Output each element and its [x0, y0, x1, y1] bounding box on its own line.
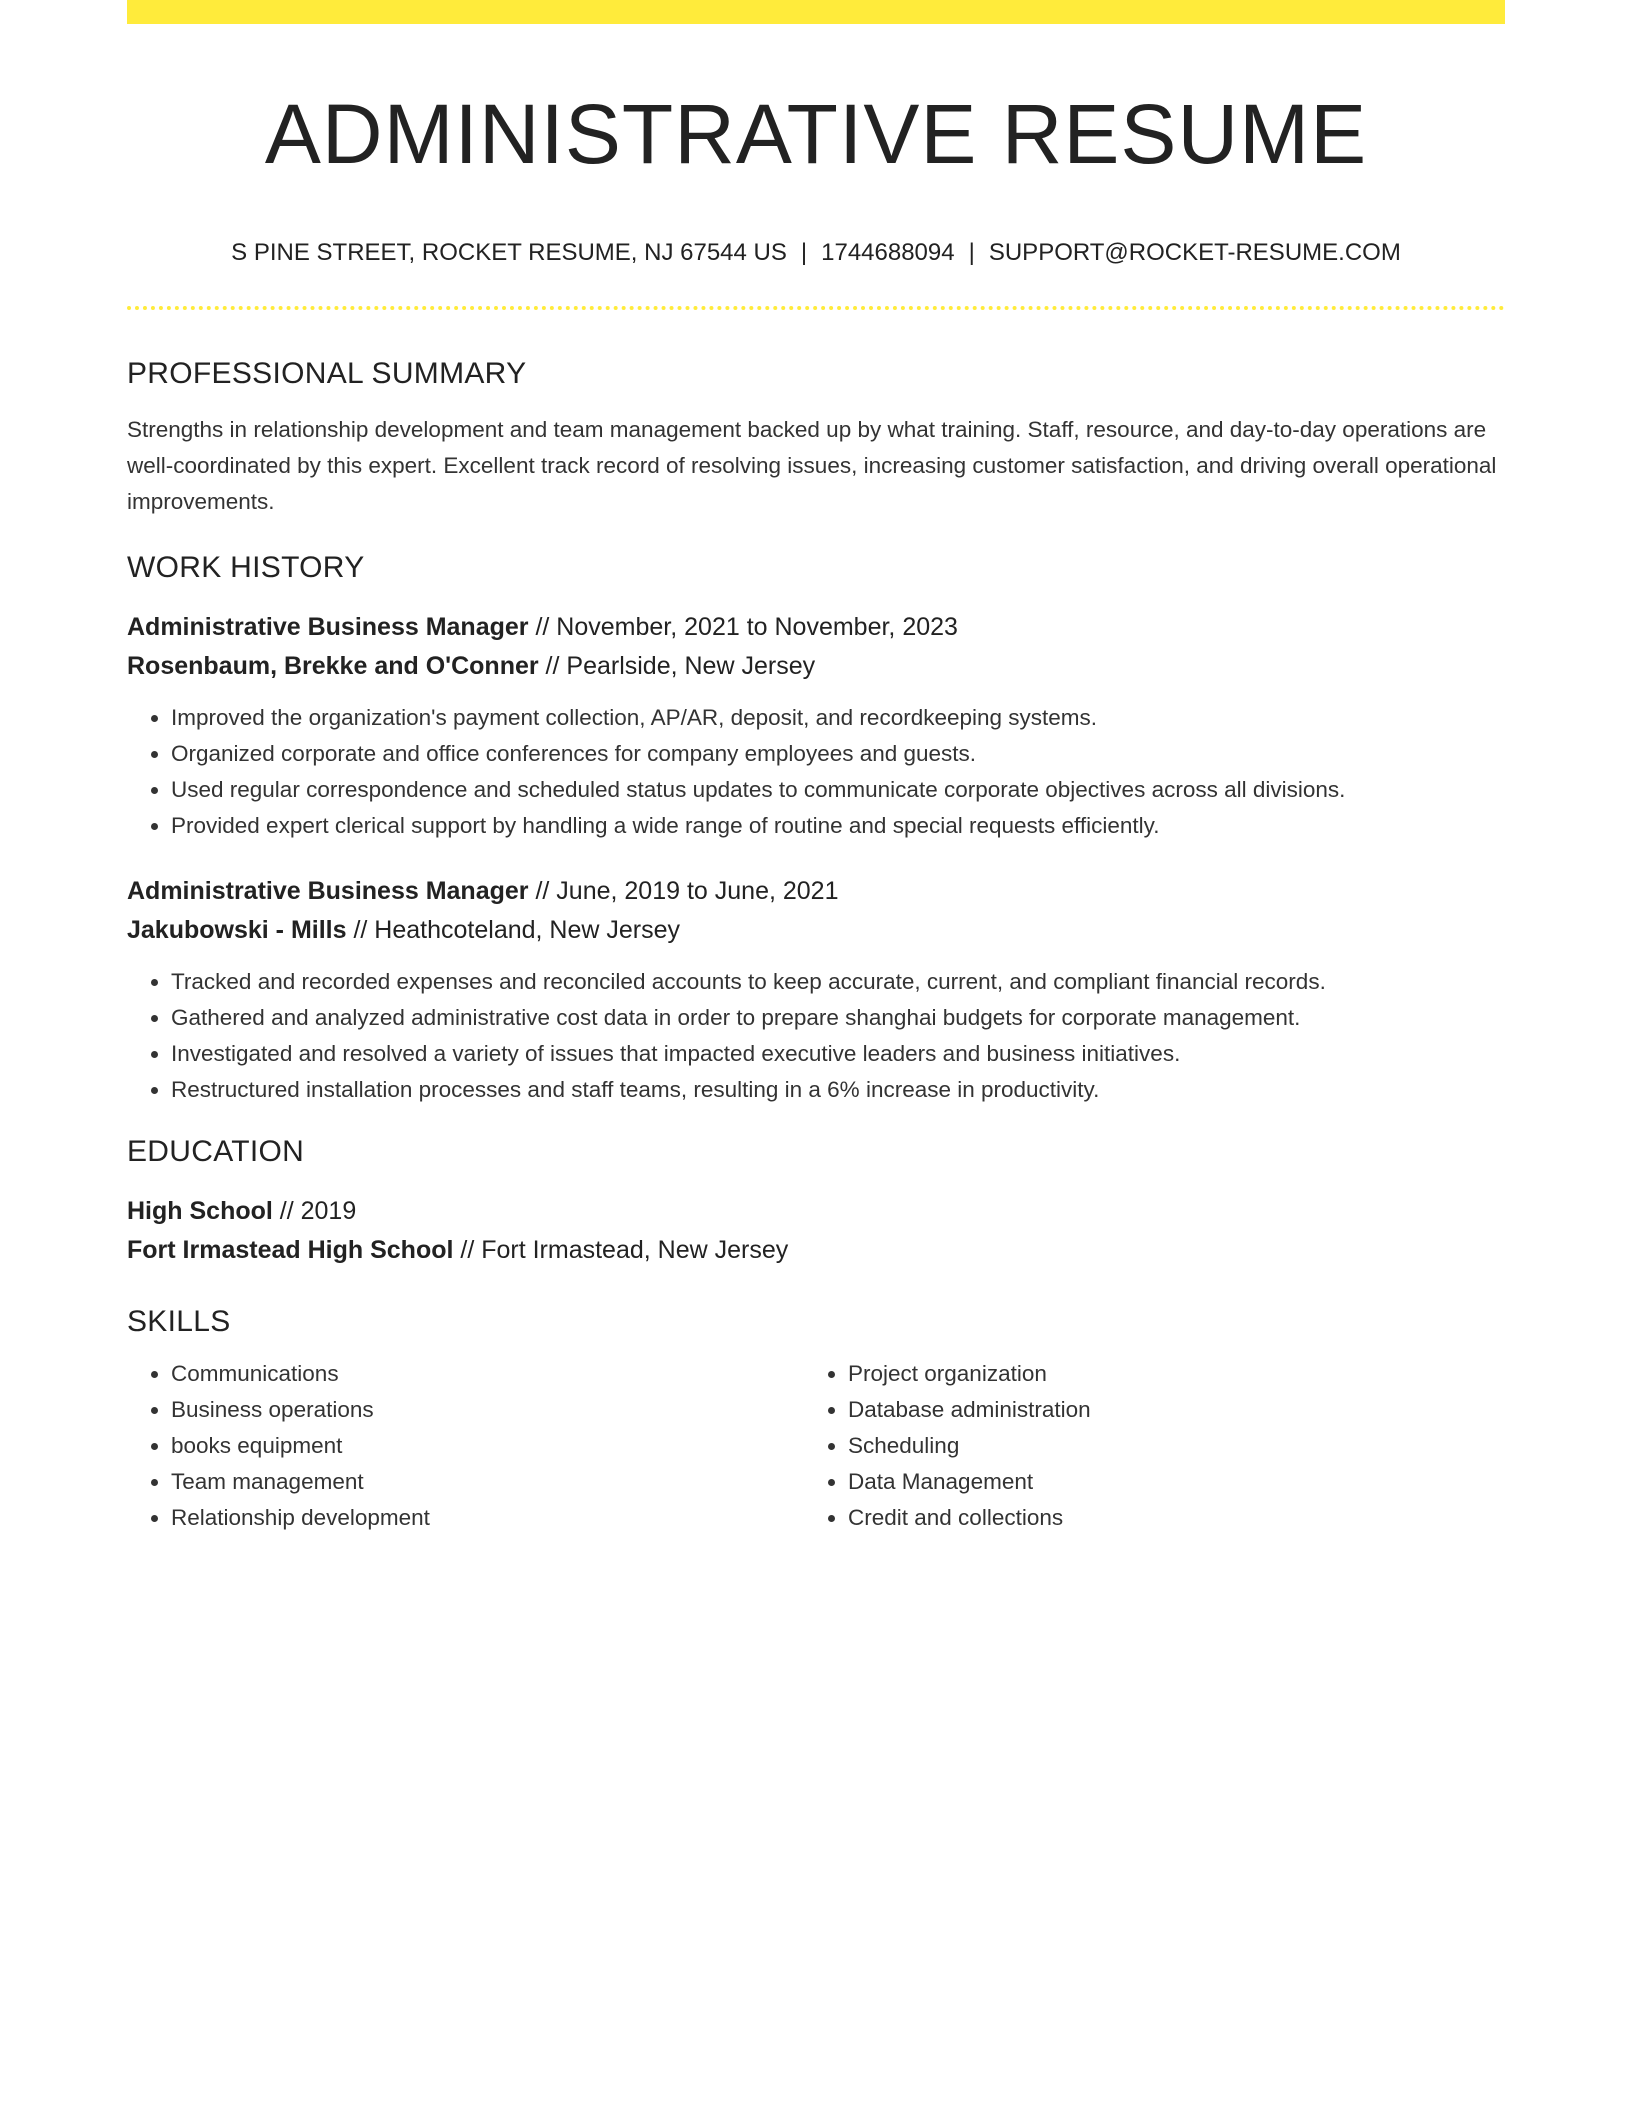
job-role: Administrative Business Manager: [127, 876, 529, 905]
job-company: Rosenbaum, Brekke and O'Conner: [127, 651, 539, 680]
list-item: • Provided expert clerical support by handling a wide range of routine and special requests efficiently.: [171, 808, 1505, 844]
contact-separator: |: [968, 238, 975, 266]
list-item: • Communications: [171, 1356, 804, 1392]
education-school-line: [127, 1231, 1505, 1270]
education-entry: [127, 1192, 1505, 1270]
job-company-line: [127, 647, 1505, 686]
resume-page: [127, 0, 1505, 1536]
skills-list-left: [127, 1356, 804, 1536]
list-item: • Used regular correspondence and scheduled status updates to communicate corporate objectives across all divisions.: [171, 772, 1505, 808]
job-location: // Heathcoteland, New Jersey: [346, 915, 681, 944]
skills-heading: SKILLS: [127, 1304, 231, 1338]
dotted-divider: [127, 306, 1505, 310]
summary-heading: PROFESSIONAL SUMMARY: [127, 356, 527, 390]
job-entry: [127, 872, 1505, 1108]
list-item: • Organized corporate and office conferences for company employees and guests.: [171, 736, 1505, 772]
job-duties-list: [127, 700, 1505, 844]
list-item: • Credit and collections: [848, 1500, 1481, 1536]
list-item: • Scheduling: [848, 1428, 1481, 1464]
list-item: • Team management: [171, 1464, 804, 1500]
list-item: • Restructured installation processes and staff teams, resulting in a 6% increase in productivity.: [171, 1072, 1505, 1108]
accent-bar: [127, 0, 1505, 24]
list-item: • Relationship development: [171, 1500, 804, 1536]
list-item: • Project organization: [848, 1356, 1481, 1392]
job-duties-list: [127, 964, 1505, 1108]
list-item: • Tracked and recorded expenses and reconciled accounts to keep accurate, current, and compliant financial records.: [171, 964, 1505, 1000]
skills-list-right: [804, 1356, 1481, 1536]
education-degree-line: [127, 1192, 1505, 1231]
list-item: • books equipment: [171, 1428, 804, 1464]
education-school: Fort Irmastead High School: [127, 1235, 454, 1264]
education-degree: High School: [127, 1196, 273, 1225]
contact-address: S PINE STREET, ROCKET RESUME, NJ 67544 US: [231, 238, 787, 266]
job-company-line: [127, 911, 1505, 950]
job-role-line: [127, 872, 1505, 911]
list-item: • Data Management: [848, 1464, 1481, 1500]
contact-email[interactable]: SUPPORT@ROCKET-RESUME.COM: [988, 238, 1401, 266]
list-item: • Database administration: [848, 1392, 1481, 1428]
contact-phone: 1744688094: [821, 238, 955, 266]
job-dates: // November, 2021 to November, 2023: [528, 612, 958, 641]
list-item: • Improved the organization's payment collection, AP/AR, deposit, and recordkeeping systems.: [171, 700, 1505, 736]
skills-columns: [127, 1356, 1505, 1536]
work-history-heading: WORK HISTORY: [127, 550, 365, 584]
list-item: • Business operations: [171, 1392, 804, 1428]
job-entry: [127, 608, 1505, 844]
job-company: Jakubowski - Mills: [127, 915, 347, 944]
resume-title: ADMINISTRATIVE RESUME: [264, 87, 1368, 181]
list-item: • Investigated and resolved a variety of issues that impacted executive leaders and business initiatives.: [171, 1036, 1505, 1072]
contact-separator: |: [800, 238, 808, 266]
job-role-line: [127, 608, 1505, 647]
job-role: Administrative Business Manager: [127, 612, 529, 641]
contact-line: [127, 237, 1505, 268]
job-location: // Pearlside, New Jersey: [538, 651, 816, 680]
list-item: • Gathered and analyzed administrative cost data in order to prepare shanghai budgets for corporate management.: [171, 1000, 1505, 1036]
education-year: // 2019: [272, 1196, 357, 1225]
job-dates: // June, 2019 to June, 2021: [528, 876, 839, 905]
education-heading: EDUCATION: [127, 1134, 305, 1168]
education-location: // Fort Irmastead, New Jersey: [453, 1235, 789, 1264]
summary-text: Strengths in relationship development and team management backed up by what training. Staff, resource, and day-to-day operations are well-coordinated by this expert. Excellent track record of resolving issues, increasing customer satisfaction, and driving overall operational improvements.: [127, 416, 1497, 514]
